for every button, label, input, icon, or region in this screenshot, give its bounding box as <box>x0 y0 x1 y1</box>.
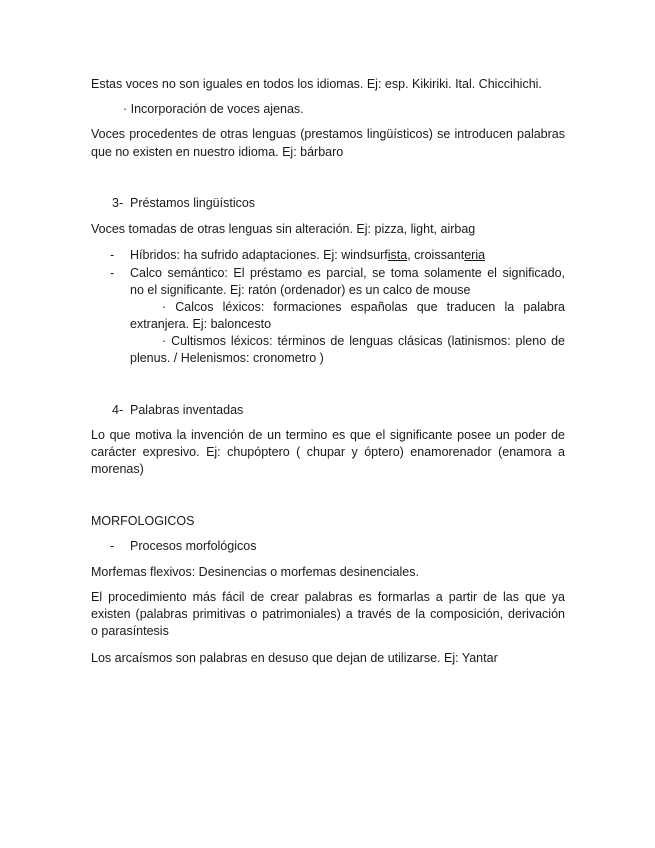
paragraph-voces-tomadas: Voces tomadas de otras lenguas sin alteración. Ej: pizza, light, airbag <box>91 222 476 236</box>
list-item-procesos-morfologicos: Procesos morfológicos <box>130 539 257 553</box>
list-dash: - <box>110 248 115 262</box>
paragraph-morfemas-flexivos: Morfemas flexivos: Desinencias o morfemas desinenciales. <box>91 565 419 579</box>
hibridos-suffix-eria: eria <box>464 248 486 262</box>
paragraph-voces-procedentes-line2: que no existen en nuestro idioma. Ej: bárbaro <box>91 145 344 159</box>
heading-morfologicos: MORFOLOGICOS <box>91 514 195 528</box>
heading-3-number: 3- <box>112 196 124 210</box>
paragraph-voces-idiomas: Estas voces no son iguales en todos los idiomas. Ej: esp. Kikiriki. Ital. Chiccihichi. <box>91 77 542 91</box>
paragraph-voces-procedentes-line1: Voces procedentes de otras lenguas (prestamos lingüísticos) se introducen palabras <box>91 127 565 141</box>
paragraph-procedimiento-line1: El procedimiento más fácil de crear palabras es formarlas a partir de las que ya <box>91 590 565 604</box>
paragraph-invencion-line3: morenas) <box>91 462 144 476</box>
heading-prestamos-linguisticos: Préstamos lingüísticos <box>130 196 256 210</box>
heading-palabras-inventadas: Palabras inventadas <box>130 403 244 417</box>
list-dash: - <box>110 266 115 280</box>
hibridos-suffix-ista: ista <box>387 248 408 262</box>
paragraph-procedimiento-line3: o parasíntesis <box>91 624 169 638</box>
hibridos-text: Híbridos: ha sufrido adaptaciones. Ej: windsurf <box>130 248 388 262</box>
hibridos-text-mid: , croissant <box>407 248 465 262</box>
cultismos-line1: · Cultismos léxicos: términos de lenguas clásicas (latinismos: pleno de <box>162 334 565 348</box>
list-item-calco-semantico-line2: no el significante. Ej: ratón (ordenador) es un calco de mouse <box>130 283 471 297</box>
heading-4-number: 4- <box>112 403 124 417</box>
list-dash: - <box>110 539 115 553</box>
calcos-lexicos-line1: · Calcos léxicos: formaciones españolas que traducen la palabra <box>162 300 565 314</box>
cultismos-line2: plenus. / Helenismos: cronometro ) <box>130 351 324 365</box>
list-item-calco-semantico-line1: Calco semántico: El préstamo es parcial, se toma solamente el significado, <box>130 266 565 280</box>
paragraph-invencion-line1: Lo que motiva la invención de un termino es que el significante posee un poder de <box>91 428 565 442</box>
calcos-lexicos-line2: extranjera. Ej: baloncesto <box>130 317 272 331</box>
paragraph-procedimiento-line2: existen (palabras primitivas o patrimoniales) a través de la composición, derivación <box>91 607 565 621</box>
paragraph-arcaismos: Los arcaísmos son palabras en desuso que dejan de utilizarse. Ej: Yantar <box>91 651 498 665</box>
list-item-hibridos <box>130 247 485 263</box>
paragraph-invencion-line2: carácter expresivo. Ej: chupóptero ( chupar y óptero) enamorenador (enamora a <box>91 445 565 459</box>
subheading-incorporacion: · Incorporación de voces ajenas. <box>123 102 304 116</box>
